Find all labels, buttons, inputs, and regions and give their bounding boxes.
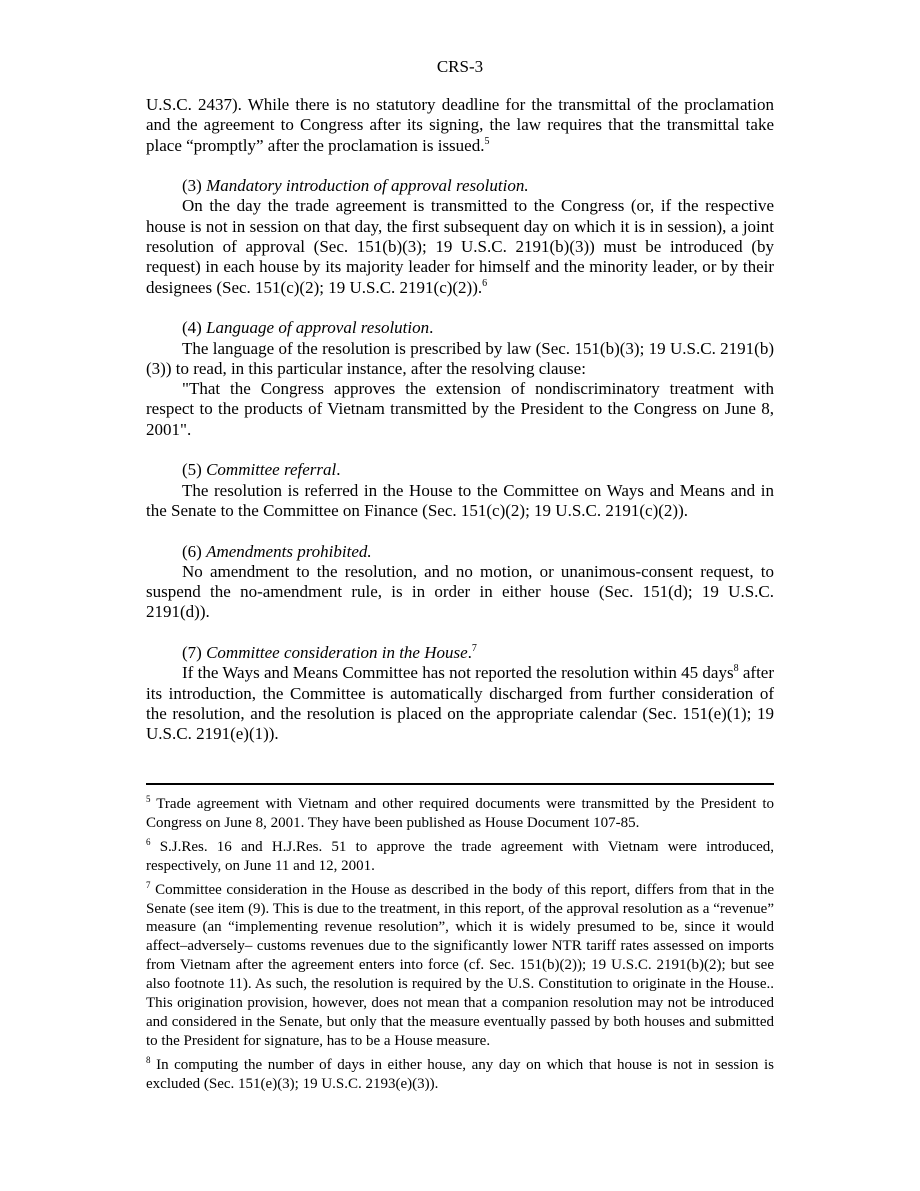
section-4-paragraph: The language of the resolution is prescribed by law (Sec. 151(b)(3); 19 U.S.C. 2191(b)(3)) to read, in this particular instance, after the resolving clause: bbox=[146, 338, 774, 378]
section-7-title: Committee consideration in the House bbox=[206, 643, 468, 663]
footnote-5: $^5$ Trade agreement with Vietnam and other required documents were transmitted by the President to Congress on June 8, 2001. They have been published as House Document 107-85. bbox=[146, 794, 774, 831]
section-4-quote: "That the Congress approves the extension of nondiscriminatory treatment with respect to the products of Vietnam transmitted by the President to the Congress on June 8, 2001". bbox=[146, 379, 774, 439]
footnote-divider bbox=[146, 783, 774, 785]
section-3-paragraph: On the day the trade agreement is transmitted to the Congress (or, if the respective house is not in session on that day, the first subsequent day on which it is in session), a joint resolution of approval (Sec. 151(b)(3); 19 U.S.C. 2191(b)(3)) must be introduced (by request) in each house by its majority leader for himself and the minority leader, or by their designees (Sec. 151(c)(2); 19 U.S.C. 2191(c)(2)).$^6$ bbox=[146, 196, 774, 297]
section-3-heading: (3) Mandatory introduction of approval resolution. bbox=[182, 176, 529, 196]
footnotes bbox=[146, 795, 774, 1099]
footnote-ref-8[interactable]: 8 bbox=[733, 663, 739, 675]
page-header bbox=[0, 57, 920, 77]
footnote-ref-6[interactable]: 6 bbox=[482, 277, 488, 289]
section-7-heading: (7) Committee consideration in the House.$^7$ bbox=[182, 643, 477, 663]
intro-paragraph: U.S.C. 2437). While there is no statutory deadline for the transmittal of the proclamation and the agreement to Congress after its signing, the law requires that the transmittal take place “promptly” after the proclamation is issued.$^5$ bbox=[146, 95, 774, 155]
footnote-ref-7[interactable]: 7 bbox=[471, 643, 477, 655]
footnote-ref-5[interactable]: 5 bbox=[484, 135, 490, 147]
section-6-heading: (6) Amendments prohibited. bbox=[182, 541, 372, 561]
section-4-heading: (4) Language of approval resolution. bbox=[182, 318, 434, 338]
footnote-6: $^6$ S.J.Res. 16 and H.J.Res. 51 to approve the trade agreement with Vietnam were introduced, respectively, on June 11 and 12, 2001. bbox=[146, 836, 775, 874]
section-4-title: Language of approval resolution bbox=[206, 318, 430, 338]
section-6-paragraph: No amendment to the resolution, and no motion, or unanimous-consent request, to suspend the no-amendment rule, is in order in either house (Sec. 151(d); 19 U.S.C. 2191(d)). bbox=[146, 561, 774, 622]
section-5-paragraph: The resolution is referred in the House to the Committee on Ways and Means and in the Senate to the Committee on Finance (Sec. 151(c)(2); 19 U.S.C. 2191(c)(2)). bbox=[146, 480, 774, 520]
section-5-title: Committee referral bbox=[206, 460, 337, 480]
section-3-title: Mandatory introduction of approval resolution. bbox=[206, 176, 529, 196]
section-6-title: Amendments prohibited. bbox=[206, 541, 372, 561]
section-5-heading: (5) Committee referral. bbox=[182, 460, 341, 480]
footnote-7: $^7$ Committee consideration in the House as described in the body of this report, differs from that in the Senate (see item (9). This is due to the treatment, in this report, of the approval resolution as a “revenue” measure (an “implementing revenue resolution”, which it is widely presumed to be, since it would affect–adversely– customs revenues due to the significantly lower NTR tariff rates assessed on imports from Vietnam after the agreement enters into force (cf. Sec. 151(b)(2)); 19 U.S.C. 2191(b)(2); but see also footnote 11). As such, the resolution is required by the U.S. Constitution to originate in the House.. This origination provision, however, does not mean that a companion resolution may not be introduced and considered in the Senate, but only that the measure eventually passed by both houses and submitted to the President for signature, has to be a House measure. bbox=[146, 879, 775, 1049]
page-number: CRS-3 bbox=[436, 57, 484, 76]
footnote-8: $^8$ In computing the number of days in either house, any day on which that house is not in session is excluded (Sec. 151(e)(3); 19 U.S.C. 2193(e)(3)). bbox=[146, 1054, 774, 1092]
report-body bbox=[146, 95, 774, 745]
section-7-paragraph: If the Ways and Means Committee has not reported the resolution within 45 days$^8$ after its introduction, the Committee is automatically discharged from further consideration of the resolution, and the resolution is placed on the appropriate calendar (Sec. 151(e)(1); 19 U.S.C. 2191(e)(1)). bbox=[146, 663, 774, 744]
